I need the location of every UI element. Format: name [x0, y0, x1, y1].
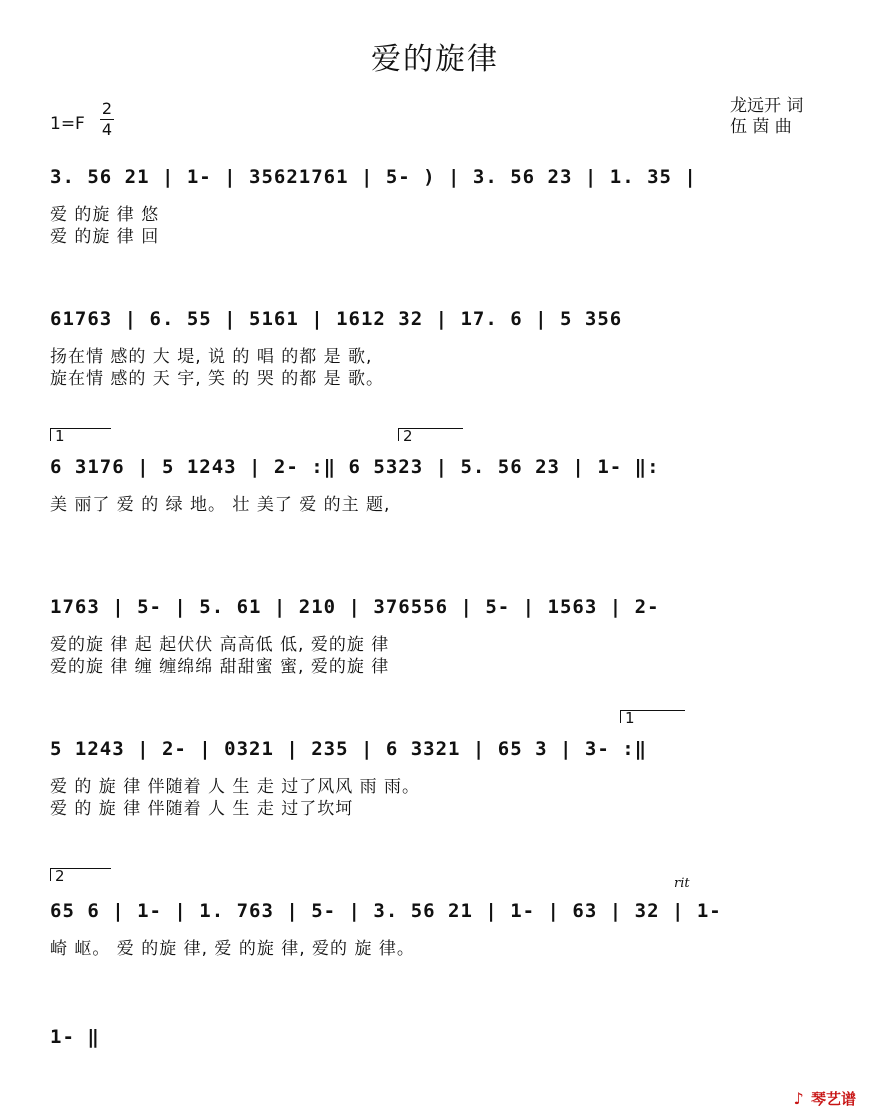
composer-credit: 伍 茵 曲 — [730, 117, 792, 137]
time-signature-top: 2 — [101, 99, 113, 118]
lyric-line-1: 爱 的旋 律 悠 — [50, 205, 160, 225]
volta-2: 2 — [398, 428, 463, 441]
notation-line: 3. 56 21 | 1- | 35621761 | 5- ) | 3. 56 23 | 1. 35 | — [50, 166, 697, 188]
brand-logo-icon: ♪ — [793, 1089, 804, 1108]
volta-1: 1 — [50, 428, 111, 441]
notation-line: 6 3176 | 5 1243 | 2- :‖ 6 5323 | 5. 56 23 | 1- ‖: — [50, 456, 660, 478]
lyric-line-1: 爱的旋 律 起 起伏伏 高高低 低, 爱的旋 律 — [50, 635, 390, 655]
time-signature — [100, 100, 114, 139]
lyric-line-1: 美 丽了 爱 的 绿 地。 壮 美了 爱 的主 题, — [50, 495, 391, 515]
notation-line: 61763 | 6. 55 | 5161 | 1612 32 | 17. 6 | 5 356 — [50, 308, 623, 330]
lyric-line-2: 爱 的旋 律 回 — [50, 227, 160, 247]
lyric-line-2: 爱 的 旋 律 伴随着 人 生 走 过了坎坷 — [50, 799, 354, 819]
notation-line: 5 1243 | 2- | 0321 | 235 | 6 3321 | 65 3 | 3- :‖ — [50, 738, 648, 760]
lyric-line-2: 旋在情 感的 天 宇, 笑 的 哭 的都 是 歌。 — [50, 369, 385, 389]
lyric-line-1: 爱 的 旋 律 伴随着 人 生 走 过了风风 雨 雨。 — [50, 777, 421, 797]
volta-2: 2 — [50, 868, 111, 881]
time-signature-bottom: 4 — [101, 120, 113, 139]
lyric-line-1: 崎 岖。 爱 的旋 律, 爱 的旋 律, 爱的 旋 律。 — [50, 939, 415, 959]
notation-line: 65 6 | 1- | 1. 763 | 5- | 3. 56 21 | 1- | 63 | 32 | 1- — [50, 900, 722, 922]
lyric-line-2: 爱的旋 律 缠 缠绵绵 甜甜蜜 蜜, 爱的旋 律 — [50, 657, 390, 677]
notation-line: 1763 | 5- | 5. 61 | 210 | 376556 | 5- | 1563 | 2- — [50, 596, 660, 618]
notation-line: 1- ‖ — [50, 1026, 100, 1048]
song-title: 爱的旋律 — [371, 42, 499, 77]
lyric-line-1: 扬在情 感的 大 堤, 说 的 唱 的都 是 歌, — [50, 347, 373, 367]
watermark — [794, 1088, 856, 1109]
credits — [730, 96, 803, 138]
lyricist-credit: 龙远开 词 — [730, 96, 804, 116]
volta-1: 1 — [620, 710, 685, 723]
key-signature: 1=F — [50, 114, 85, 134]
ritardando-marking: rit — [674, 876, 690, 891]
watermark-text: 琴艺谱 — [810, 1090, 856, 1108]
